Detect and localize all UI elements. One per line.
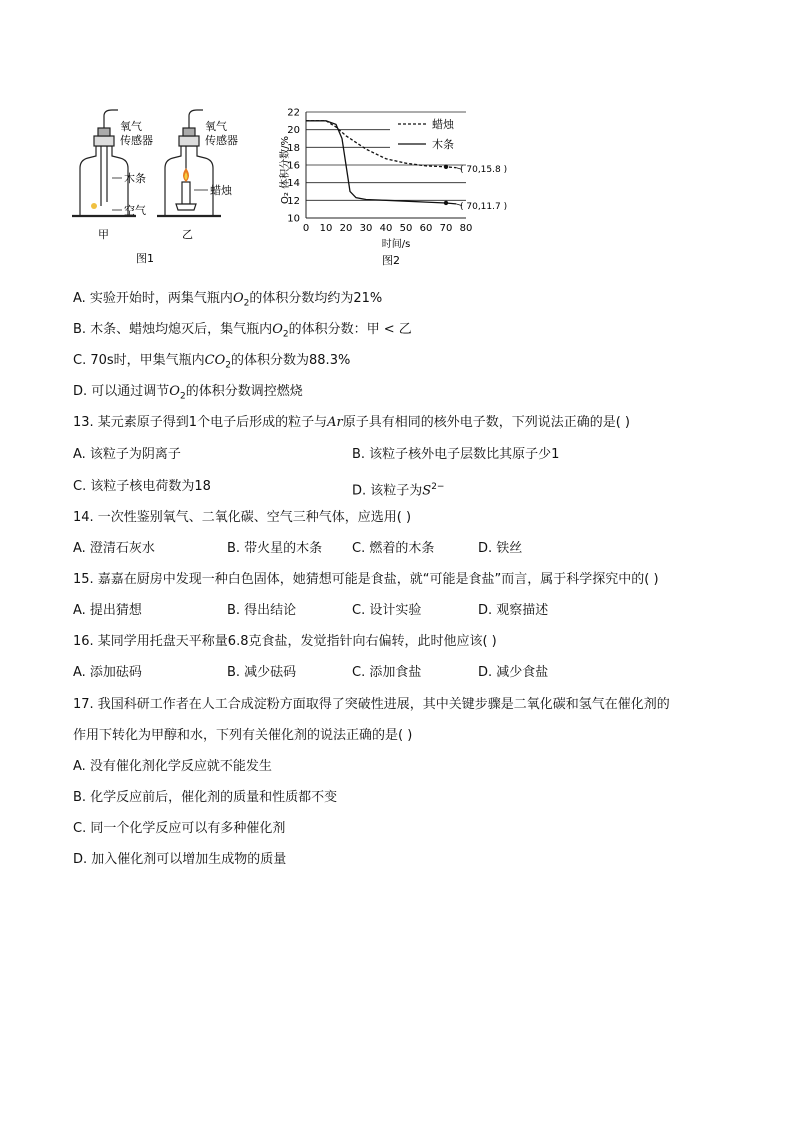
q12-option-a-formula: O [232, 291, 244, 306]
q13-option-d-formula: S [422, 483, 432, 499]
chart-y-tick-label: 14 [287, 178, 300, 190]
q17-stem-line2: 作用下转化为甲醇和水，下列有关催化剂的说法正确的是( ) [73, 728, 413, 743]
chart-annotation-candle: ( 70,15.8 ) [460, 164, 508, 175]
q17-stem-line1: 17. 我国科研工作者在人工合成淀粉方面取得了突破性进展，其中关键步骤是二氧化碳和氢气在催化剂的 [73, 697, 670, 712]
figure1-apparatus [60, 98, 260, 268]
q12-option-d-tail: 的体积分数调控燃烧 [185, 384, 303, 399]
q14-stem: 14. 一次性鉴别氧气、二氧化碳、空气三种气体，应选用( ) [73, 510, 412, 525]
q12-option-d-formula: O [169, 384, 180, 399]
q12-option-c-tail: 的体积分数为88.3% [231, 353, 351, 368]
q14-option-b: B. 带火星的木条 [227, 541, 323, 556]
chart-x-tick-label: 30 [359, 223, 373, 234]
label-o2-sensor-yi-2: 传感器 [205, 134, 238, 147]
chart-y-tick-label: 18 [287, 142, 300, 154]
q12-option-c [73, 352, 350, 375]
q12-option-d [73, 383, 303, 406]
chart-x-tick-label: 0 [302, 223, 310, 234]
figure2-chart [268, 100, 518, 270]
figure2-caption: 图2 [382, 254, 400, 267]
q17-option-b: B. 化学反应前后，催化剂的质量和性质都不变 [73, 790, 338, 805]
q17-option-c: C. 同一个化学反应可以有多种催化剂 [73, 821, 286, 836]
q12-option-c-text: C. 70s时，甲集气瓶内 [73, 353, 205, 368]
chart-x-tick-label: 60 [419, 223, 433, 234]
q12-option-b-text: B. 木条、蜡烛均熄灭后，集气瓶内 [73, 322, 273, 337]
q13-option-d-sup: 2− [431, 482, 445, 492]
q12-option-a-tail: 的体积分数均约为21% [249, 291, 383, 306]
q16-option-d: D. 减少食盐 [478, 665, 549, 680]
q12-option-d-sub: 2 [179, 391, 186, 402]
chart-x-tick-label: 10 [319, 223, 333, 234]
q12-option-a [73, 290, 382, 313]
wood-ember [91, 203, 97, 209]
chart-point-wood [444, 201, 448, 205]
q14-option-d: D. 铁丝 [478, 541, 523, 556]
chart-xlabel: 时间/s [381, 239, 411, 250]
q17-option-d: D. 加入催化剂可以增加生成物的质量 [73, 852, 287, 867]
q12-option-b [73, 321, 412, 344]
chart-y-tick-label: 12 [287, 195, 300, 207]
q12-option-b-formula: O [272, 322, 283, 337]
chart-point-candle [444, 165, 448, 169]
q15-option-a: A. 提出猜想 [73, 603, 142, 618]
label-o2-sensor-jia-1: 氧气 [120, 120, 142, 133]
q13-stem-formula: Ar [327, 415, 343, 430]
q13-option-c: C. 该粒子核电荷数为18 [73, 479, 211, 494]
figure1-caption: 图1 [136, 252, 154, 265]
q15-option-c: C. 设计实验 [352, 603, 422, 618]
q13-option-d-text: D. 该粒子为 [352, 483, 423, 499]
label-wood: 木条 [124, 172, 146, 185]
q13-stem-a: 13. 某元素原子得到1个电子后形成的粒子与 [73, 415, 328, 430]
label-o2-sensor-jia-2: 传感器 [120, 134, 153, 147]
chart-y-tick-label: 16 [287, 160, 300, 172]
q17-option-a: A. 没有催化剂化学反应就不能发生 [73, 759, 272, 774]
q16-option-b: B. 减少砝码 [227, 665, 297, 680]
chart-y-tick-label: 22 [287, 107, 300, 119]
chart-x-tick-label: 40 [379, 223, 393, 234]
q15-option-d: D. 观察描述 [478, 603, 549, 618]
chart-y-tick-label: 20 [287, 125, 300, 137]
q13-stem-b: 原子具有相同的核外电子数，下列说法正确的是( ) [342, 415, 630, 430]
chart-legend-label-candle: 蜡烛 [432, 118, 454, 131]
q14-option-c: C. 燃着的木条 [352, 541, 435, 556]
q13-stem [73, 414, 630, 432]
chart-legend-label-wood: 木条 [432, 138, 454, 151]
label-o2-sensor-yi-1: 氧气 [205, 120, 227, 133]
q12-option-a-text: A. 实验开始时，两集气瓶内 [73, 291, 233, 306]
q15-option-b: B. 得出结论 [227, 603, 297, 618]
q15-stem: 15. 嘉嘉在厨房中发现一种白色固体，她猜想可能是食盐，就“可能是食盐”而言，属于科学探究中的( ) [73, 572, 659, 587]
q13-option-d [352, 478, 444, 500]
q12-option-b-sub: 2 [282, 329, 289, 340]
chart-x-tick-label: 20 [339, 223, 353, 234]
chart-annotation-wood: ( 70,11.7 ) [460, 201, 508, 212]
q12-option-c-formula: CO [204, 353, 226, 368]
q14-option-a: A. 澄清石灰水 [73, 541, 155, 556]
q12-option-d-text: D. 可以通过调节 [73, 384, 170, 399]
q16-stem: 16. 某同学用托盘天平称量6.8克食盐，发觉指针向右偏转，此时他应该( ) [73, 634, 497, 649]
q12-option-b-tail: 的体积分数：甲 < 乙 [288, 322, 412, 337]
label-yi: 乙 [182, 228, 193, 241]
chart-ylabel: O₂ 体积分数/% [280, 136, 291, 204]
chart-x-tick-label: 80 [459, 223, 473, 234]
chart-y-tick-label: 10 [287, 213, 300, 225]
label-candle: 蜡烛 [210, 184, 232, 197]
chart-x-tick-label: 70 [439, 223, 453, 234]
label-air: 空气 [124, 204, 146, 217]
q12-option-a-sub: 2 [243, 298, 250, 309]
q13-option-a: A. 该粒子为阴离子 [73, 447, 181, 462]
label-jia: 甲 [98, 228, 109, 241]
q13-option-b: B. 该粒子核外电子层数比其原子少1 [352, 447, 560, 462]
q16-option-c: C. 添加食盐 [352, 665, 422, 680]
q12-option-c-sub: 2 [225, 360, 232, 371]
chart-x-tick-label: 50 [399, 223, 413, 234]
q16-option-a: A. 添加砝码 [73, 665, 142, 680]
